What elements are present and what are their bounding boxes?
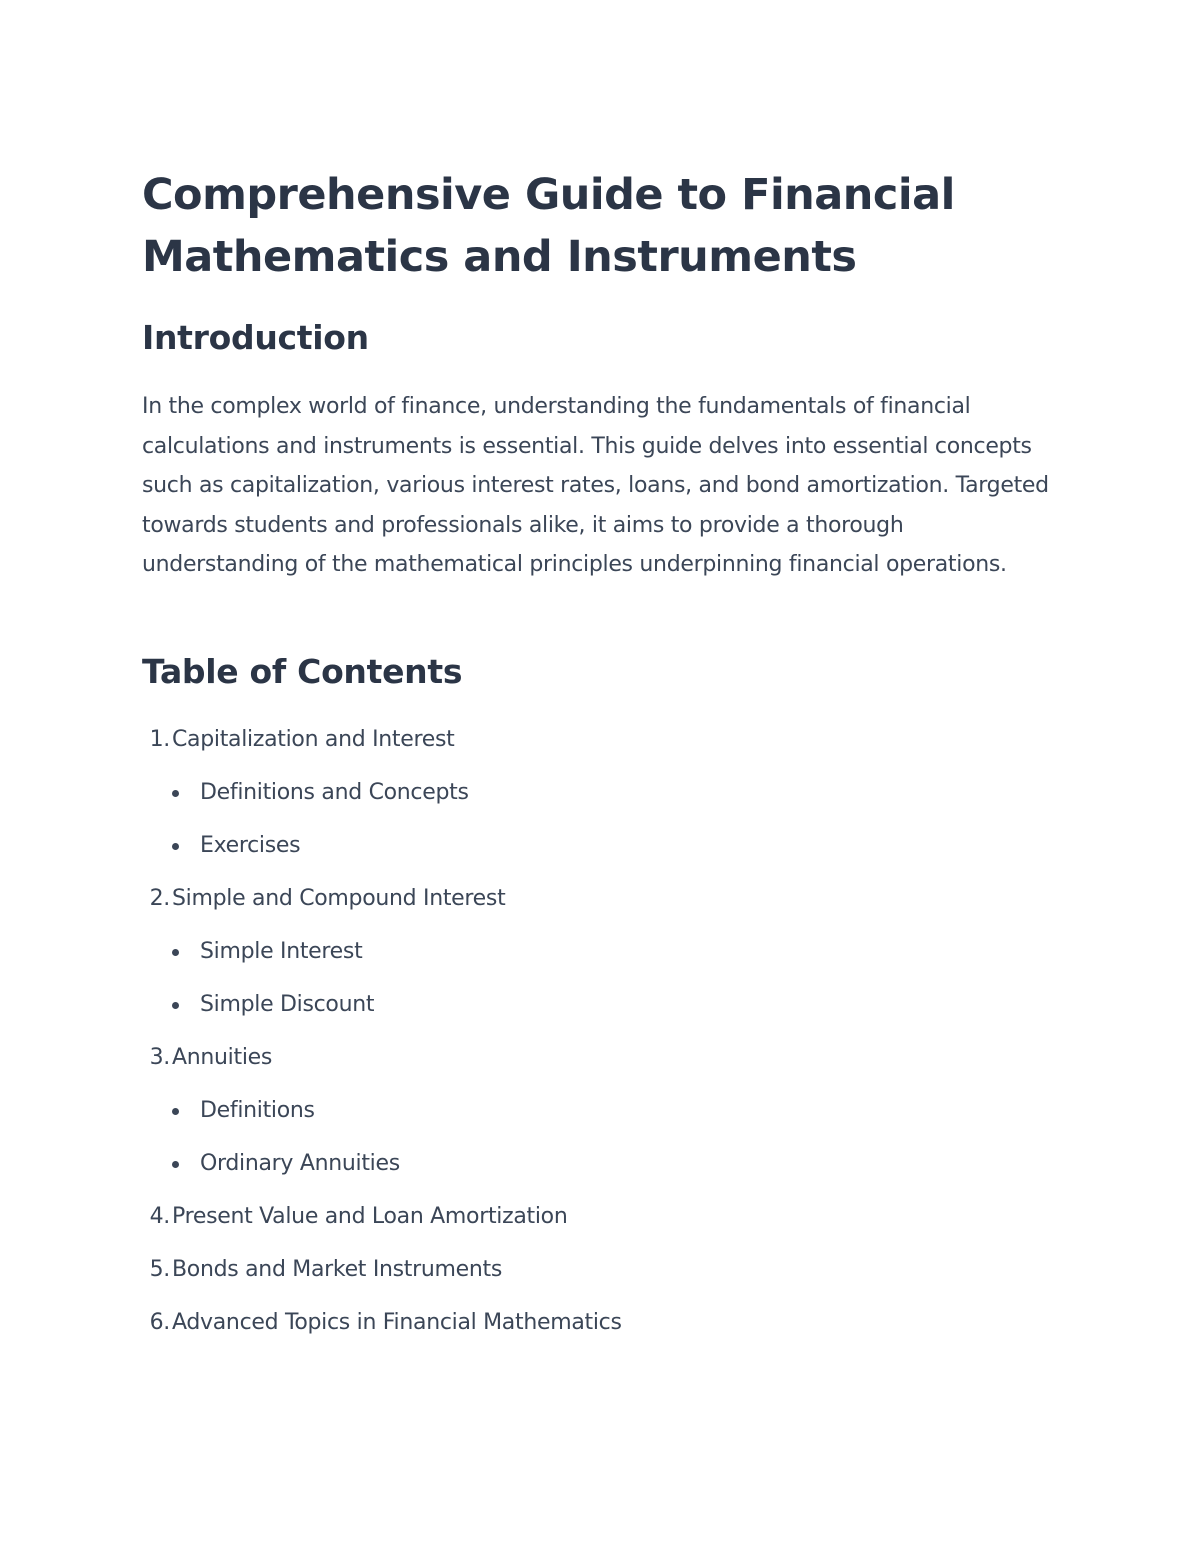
toc-item	[142, 1303, 622, 1356]
toc-subitem	[142, 932, 622, 985]
toc-item-number: 6.	[149, 1310, 170, 1335]
document-title: Comprehensive Guide to Financial Mathematics and Instruments	[142, 170, 955, 282]
toc-item-label: Present Value and Loan Amortization	[172, 1204, 568, 1229]
toc-subitem	[142, 985, 622, 1038]
toc-item-label: Bonds and Market Instruments	[172, 1257, 503, 1282]
toc-item	[142, 1250, 622, 1303]
toc-item-number: 4.	[149, 1204, 170, 1229]
introduction-text: In the complex world of finance, understanding the fundamentals of financial calculations and instruments is essential. This guide delves into essential concepts such as capitalization, various interest rates, loans, and bond amortization. Targeted towards students and professionals alike, it aims to provide a thorough understanding of the mathematical principles underpinning financial operations.	[142, 394, 1049, 578]
toc-subitem-label: Ordinary Annuities	[200, 1151, 400, 1176]
toc-subitem-label: Definitions	[200, 1098, 315, 1123]
toc-subitem-label: Simple Interest	[200, 939, 363, 964]
toc-subitem-label: Definitions and Concepts	[200, 780, 469, 805]
toc-subitem-label: Simple Discount	[200, 992, 375, 1017]
introduction-heading: Introduction	[142, 318, 369, 357]
toc-item-label: Simple and Compound Interest	[172, 886, 506, 911]
toc-subitem	[142, 1144, 622, 1197]
toc-item-label: Advanced Topics in Financial Mathematics	[172, 1310, 622, 1335]
toc-item	[142, 720, 622, 879]
toc-subitem	[142, 826, 622, 879]
toc-item-number: 3.	[149, 1045, 170, 1070]
toc-item-number: 5.	[149, 1257, 170, 1282]
toc-item-number: 1.	[149, 727, 170, 752]
toc-subitem	[142, 773, 622, 826]
toc-subitem	[142, 1091, 622, 1144]
toc-item-number: 2.	[149, 886, 170, 911]
toc-sublist	[142, 932, 622, 1038]
toc-item	[142, 1038, 622, 1197]
toc-item	[142, 1197, 622, 1250]
toc-item-label: Annuities	[172, 1045, 273, 1070]
toc-subitem-label: Exercises	[200, 833, 301, 858]
toc-heading: Table of Contents	[142, 652, 463, 691]
toc-sublist	[142, 1091, 622, 1197]
toc-list	[142, 720, 622, 1356]
toc-item-label: Capitalization and Interest	[172, 727, 455, 752]
toc-sublist	[142, 773, 622, 879]
toc-item	[142, 879, 622, 1038]
